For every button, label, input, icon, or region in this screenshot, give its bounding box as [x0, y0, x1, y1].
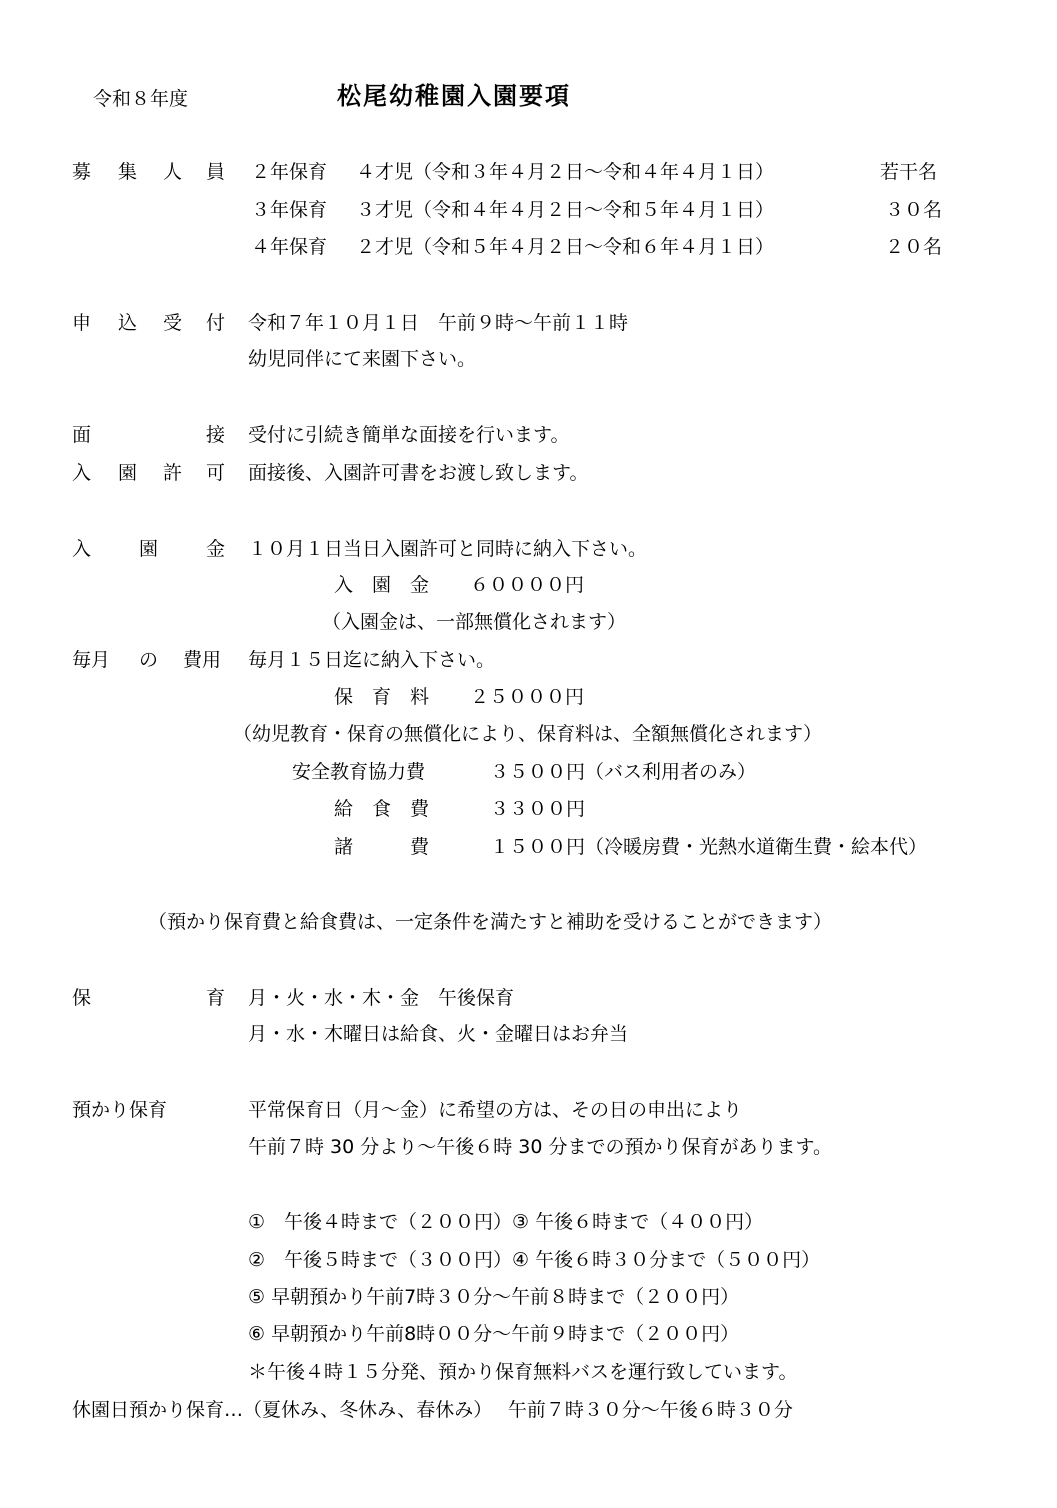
course-count: ３０名 [885, 199, 943, 221]
admission-fee-deadline: １０月１日当日入園許可と同時に納入下さい。 [248, 538, 648, 560]
label-char: 金 [206, 538, 226, 560]
label-char: 費用 [183, 649, 222, 671]
label-char: 面 [72, 424, 92, 446]
meal-fee-amount: ３３００円 [490, 798, 586, 820]
holiday-care: 休園日預かり保育…（夏休み、冬休み、春休み） 午前７時３０分～午後６時３０分 [72, 1399, 793, 1421]
extended-care-option: ① 午後４時まで（２００円）③ 午後６時まで（４００円） [248, 1211, 764, 1233]
label-char: 接 [206, 424, 226, 446]
label-char: の [139, 649, 159, 671]
label-char: 毎月 [72, 649, 111, 671]
subsidy-note: （預かり保育費と給食費は、一定条件を満たすと補助を受けることができます） [148, 911, 833, 933]
childcare-meals: 月・水・木曜日は給食、火・金曜日はお弁当 [248, 1023, 629, 1045]
label-char: 申 [72, 312, 92, 334]
label-char: 園 [118, 462, 138, 484]
admission-fee-note: （入園金は、一部無償化されます） [322, 611, 627, 633]
bus-note: ＊午後４時１５分発、預かり保育無料バスを運行致しています。 [248, 1361, 798, 1383]
tuition-amount: ２５０００円 [470, 686, 585, 708]
tuition-note: （幼児教育・保育の無償化により、保育料は、全額無償化されます） [233, 723, 823, 745]
meal-fee-label: 給 食 費 [334, 798, 430, 820]
misc-fee-amount: １５００円（冷暖房費・光熱水道衛生費・絵本代） [490, 836, 928, 858]
label-char: 入 [72, 462, 92, 484]
extended-care-option: ② 午後５時まで（３００円）④ 午後６時３０分まで（５００円） [248, 1249, 821, 1271]
label-char: 園 [139, 538, 159, 560]
label-char: 付 [206, 312, 226, 334]
page-title: 松尾幼稚園入園要項 [337, 82, 571, 110]
interview-text: 受付に引続き簡単な面接を行います。 [248, 424, 570, 446]
monthly-deadline: 毎月１５日迄に納入下さい。 [248, 649, 496, 671]
safety-fee-amount: ３５００円（バス利用者のみ） [490, 761, 757, 783]
label-char: 集 [118, 161, 138, 183]
label-char: 込 [118, 312, 138, 334]
label-char: 保 [72, 987, 92, 1009]
course-desc: ３才児（令和４年４月２日～令和５年４月１日） [356, 199, 775, 221]
extended-care-option: ⑥ 早朝預かり午前8時００分～午前９時まで（２００円） [248, 1323, 740, 1345]
extended-care-option: ⑤ 早朝預かり午前7時３０分～午前８時まで（２００円） [248, 1286, 740, 1308]
safety-fee-label: 安全教育協力費 [292, 761, 426, 783]
label-char: 募 [72, 161, 92, 183]
admission-fee-amount: ６００００円 [470, 574, 585, 596]
label-char: 入 [72, 538, 92, 560]
label-char: 人 [163, 161, 183, 183]
label-char: 可 [206, 462, 226, 484]
childcare-days: 月・火・水・木・金 午後保育 [248, 987, 515, 1009]
misc-fee-label: 諸 費 [334, 836, 430, 858]
label-char: 育 [206, 987, 226, 1009]
extended-care-label: 預かり保育 [72, 1099, 168, 1121]
course-name: ３年保育 [251, 199, 328, 221]
admission-fee-label-inline: 入 園 金 [334, 574, 430, 596]
course-desc: ４才児（令和３年４月２日～令和４年４月１日） [356, 161, 775, 183]
extended-care-hours: 午前７時 30 分より～午後６時 30 分までの預かり保育があります。 [248, 1136, 832, 1158]
course-count: ２０名 [885, 236, 943, 258]
admission-permit-text: 面接後、入園許可書をお渡し致します。 [248, 462, 589, 484]
course-count: 若干名 [880, 161, 938, 183]
label-char: 受 [163, 312, 183, 334]
tuition-label: 保 育 料 [334, 686, 430, 708]
fiscal-year: 令和８年度 [93, 88, 189, 110]
course-name: ２年保育 [251, 161, 328, 183]
label-char: 許 [163, 462, 183, 484]
course-name: ４年保育 [251, 236, 328, 258]
label-char: 員 [206, 161, 226, 183]
application-datetime: 令和７年１０月１日 午前９時～午前１１時 [248, 312, 629, 334]
extended-care-desc: 平常保育日（月～金）に希望の方は、その日の申出により [248, 1099, 743, 1121]
course-desc: ２才児（令和５年４月２日～令和６年４月１日） [356, 236, 775, 258]
application-note: 幼児同伴にて来園下さい。 [248, 348, 477, 370]
